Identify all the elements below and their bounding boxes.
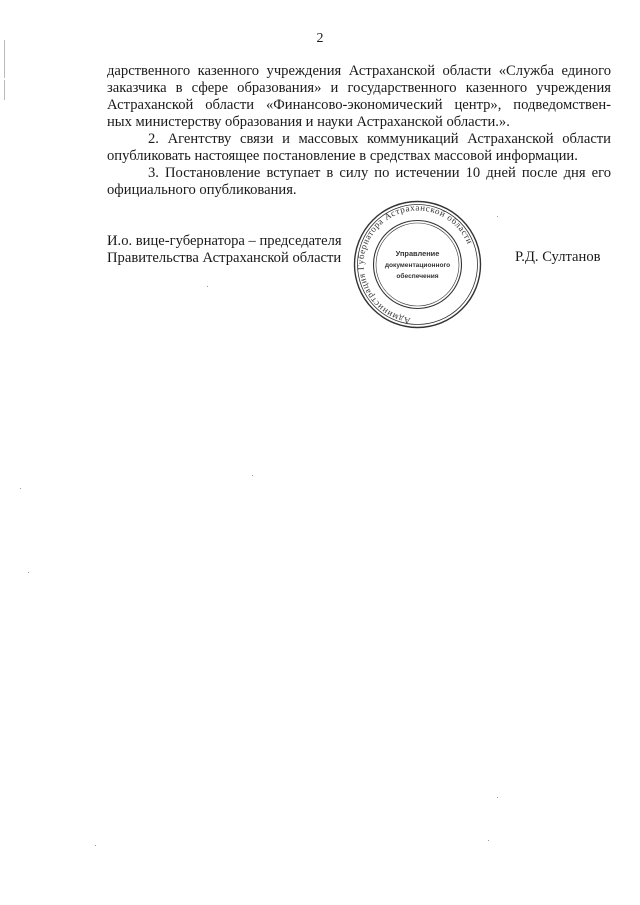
stamp-inner-line-3: обеспечения	[396, 273, 439, 280]
signatory-title-line-1: И.о. вице-губернатора – председателя	[107, 233, 342, 249]
body-line-2: заказчика в сфере образования» и государственного казенного учреждения	[107, 80, 611, 96]
body-line-8: официального опубликования.	[107, 182, 297, 198]
scan-speck	[252, 475, 253, 476]
scan-speck	[20, 488, 21, 489]
page-number: 2	[316, 31, 324, 46]
scan-speck	[488, 840, 489, 841]
official-seal-stamp	[352, 199, 483, 330]
body-line-4: ных министерству образования и науки Астраханской области.».	[107, 114, 510, 130]
body-line-1: дарственного казенного учреждения Астраханской области «Служба единого	[107, 63, 611, 79]
stamp-inner-line-1: Управление	[395, 249, 440, 258]
signatory-name: Р.Д. Султанов	[515, 249, 601, 265]
signatory-title-line-2: Правительства Астраханской области	[107, 250, 342, 266]
body-line-6: опубликовать настоящее постановление в средствах массовой информации.	[107, 148, 578, 164]
scan-speck	[28, 572, 29, 573]
stamp-inner-line-2: документационного	[384, 262, 451, 269]
scan-speck	[207, 286, 208, 287]
stamp-outer-text: Администрация Губернатора Астраханской области	[355, 202, 476, 327]
body-line-7: 3. Постановление вступает в силу по истечении 10 дней после дня его	[148, 165, 611, 181]
scan-speck	[497, 216, 498, 217]
scan-edge-mark	[4, 40, 5, 78]
scan-speck	[497, 797, 498, 798]
body-line-5: 2. Агентству связи и массовых коммуникаций Астраханской области	[148, 131, 611, 147]
body-line-3: Астраханской области «Финансово-экономический центр», подведомствен-	[107, 97, 611, 113]
scan-speck	[95, 845, 96, 846]
scan-edge-mark	[4, 80, 5, 100]
